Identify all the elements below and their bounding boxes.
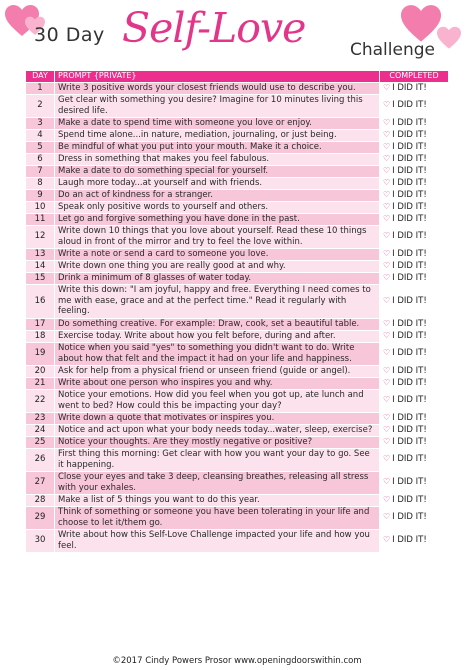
heart-outline-icon: ♡ xyxy=(383,141,391,151)
day-number: 2 xyxy=(26,94,55,117)
prompt-text: Notice your emotions. How did you feel when you got up, ate lunch and went to bed? How could this be impacting your day? xyxy=(55,389,380,412)
completed-checkbox[interactable] xyxy=(380,141,449,153)
heart-outline-icon: ♡ xyxy=(383,231,391,241)
page-header xyxy=(0,0,474,68)
table-row xyxy=(26,389,449,412)
completed-checkbox[interactable] xyxy=(380,165,449,177)
completed-checkbox[interactable] xyxy=(380,471,449,494)
table-row xyxy=(26,153,449,165)
completed-label: I DID IT! xyxy=(392,377,427,388)
prompt-text: Make a date to spend time with someone you love or enjoy. xyxy=(55,117,380,129)
column-header-completed: COMPLETED xyxy=(380,71,449,83)
day-number: 5 xyxy=(26,141,55,153)
completed-checkbox[interactable] xyxy=(380,153,449,165)
day-number: 16 xyxy=(26,284,55,318)
table-row xyxy=(26,342,449,365)
prompt-text: Be mindful of what you put into your mouth. Make it a choice. xyxy=(55,141,380,153)
column-header-day: DAY xyxy=(26,71,55,83)
heart-outline-icon: ♡ xyxy=(383,295,391,305)
heart-outline-icon: ♡ xyxy=(383,177,391,187)
prompt-text: Do something creative. For example: Draw, cook, set a beautiful table. xyxy=(55,318,380,330)
completed-label: I DID IT! xyxy=(392,260,427,271)
table-row xyxy=(26,213,449,225)
heart-outline-icon: ♡ xyxy=(383,412,391,422)
prompt-text: Close your eyes and take 3 deep, cleansing breathes, releasing all stress with your exhales. xyxy=(55,471,380,494)
title-number: 30 Day xyxy=(34,24,105,46)
completed-label: I DID IT! xyxy=(392,295,427,306)
completed-checkbox[interactable] xyxy=(380,129,449,141)
prompt-text: Write about how this Self-Love Challenge impacted your life and how you feel. xyxy=(55,529,380,552)
completed-label: I DID IT! xyxy=(392,201,427,212)
day-number: 26 xyxy=(26,448,55,471)
completed-label: I DID IT! xyxy=(392,141,427,152)
table-row xyxy=(26,272,449,284)
heart-outline-icon: ♡ xyxy=(383,248,391,258)
table-row xyxy=(26,94,449,117)
table-row xyxy=(26,330,449,342)
prompt-text: First thing this morning: Get clear with how you want your day to go. See it happening. xyxy=(55,448,380,471)
heart-outline-icon: ♡ xyxy=(383,424,391,434)
completed-checkbox[interactable] xyxy=(380,412,449,424)
heart-outline-icon: ♡ xyxy=(383,535,391,545)
table-row xyxy=(26,506,449,529)
completed-checkbox[interactable] xyxy=(380,330,449,342)
day-number: 4 xyxy=(26,129,55,141)
completed-checkbox[interactable] xyxy=(380,424,449,436)
heart-outline-icon: ♡ xyxy=(383,377,391,387)
completed-label: I DID IT! xyxy=(392,117,427,128)
heart-icon xyxy=(436,26,462,50)
day-number: 18 xyxy=(26,330,55,342)
table-row xyxy=(26,201,449,213)
day-number: 20 xyxy=(26,365,55,377)
completed-label: I DID IT! xyxy=(392,318,427,329)
completed-checkbox[interactable] xyxy=(380,529,449,552)
heart-outline-icon: ♡ xyxy=(383,82,391,92)
prompt-text: Notice your thoughts. Are they mostly negative or positive? xyxy=(55,436,380,448)
day-number: 21 xyxy=(26,377,55,389)
prompt-text: Do an act of kindness for a stranger. xyxy=(55,189,380,201)
completed-label: I DID IT! xyxy=(392,177,427,188)
table-row xyxy=(26,494,449,506)
completed-checkbox[interactable] xyxy=(380,94,449,117)
heart-outline-icon: ♡ xyxy=(383,318,391,328)
heart-outline-icon: ♡ xyxy=(383,330,391,340)
completed-checkbox[interactable] xyxy=(380,117,449,129)
table-row xyxy=(26,117,449,129)
table-row xyxy=(26,248,449,260)
completed-label: I DID IT! xyxy=(392,494,427,505)
prompt-text: Let go and forgive something you have done in the past. xyxy=(55,213,380,225)
table-row xyxy=(26,436,449,448)
completed-checkbox[interactable] xyxy=(380,318,449,330)
completed-checkbox[interactable] xyxy=(380,201,449,213)
table-row xyxy=(26,318,449,330)
completed-label: I DID IT! xyxy=(392,231,427,242)
table-row xyxy=(26,82,449,94)
completed-checkbox[interactable] xyxy=(380,260,449,272)
table-row xyxy=(26,141,449,153)
day-number: 17 xyxy=(26,318,55,330)
table-row xyxy=(26,260,449,272)
heart-outline-icon: ♡ xyxy=(383,117,391,127)
completed-label: I DID IT! xyxy=(392,153,427,164)
day-number: 6 xyxy=(26,153,55,165)
completed-label: I DID IT! xyxy=(392,477,427,488)
completed-label: I DID IT! xyxy=(392,165,427,176)
table-row xyxy=(26,165,449,177)
completed-checkbox[interactable] xyxy=(380,494,449,506)
prompt-text: Write this down: "I am joyful, happy and free. Everything I need comes to me with ease, grace and at the perfect time." Read it regularly with feeling. xyxy=(55,284,380,318)
completed-checkbox[interactable] xyxy=(380,284,449,318)
prompt-text: Write down 10 things that you love about yourself. Read these 10 things aloud in front of the mirror and try to feel the love within. xyxy=(55,225,380,248)
table-row xyxy=(26,225,449,248)
prompt-text: Write 3 positive words your closest friends would use to describe you. xyxy=(55,82,380,94)
completed-label: I DID IT! xyxy=(392,436,427,447)
day-number: 23 xyxy=(26,412,55,424)
table-row xyxy=(26,177,449,189)
day-number: 19 xyxy=(26,342,55,365)
prompt-text: Dress in something that makes you feel fabulous. xyxy=(55,153,380,165)
prompt-text: Speak only positive words to yourself and others. xyxy=(55,201,380,213)
heart-outline-icon: ♡ xyxy=(383,272,391,282)
day-number: 28 xyxy=(26,494,55,506)
table-row xyxy=(26,448,449,471)
completed-label: I DID IT! xyxy=(392,189,427,200)
completed-label: I DID IT! xyxy=(392,412,427,423)
day-number: 14 xyxy=(26,260,55,272)
completed-checkbox[interactable] xyxy=(380,272,449,284)
completed-label: I DID IT! xyxy=(392,213,427,224)
prompt-text: Spend time alone...in nature, mediation, journaling, or just being. xyxy=(55,129,380,141)
completed-label: I DID IT! xyxy=(392,330,427,341)
table-header-row xyxy=(26,71,449,83)
completed-label: I DID IT! xyxy=(392,395,427,406)
prompt-text: Laugh more today...at yourself and with friends. xyxy=(55,177,380,189)
completed-checkbox[interactable] xyxy=(380,213,449,225)
heart-outline-icon: ♡ xyxy=(383,260,391,270)
heart-outline-icon: ♡ xyxy=(383,201,391,211)
heart-outline-icon: ♡ xyxy=(383,213,391,223)
completed-label: I DID IT! xyxy=(392,272,427,283)
day-number: 12 xyxy=(26,225,55,248)
day-number: 30 xyxy=(26,529,55,552)
completed-label: I DID IT! xyxy=(392,454,427,465)
day-number: 13 xyxy=(26,248,55,260)
table-row xyxy=(26,284,449,318)
prompt-text: Make a date to do something special for yourself. xyxy=(55,165,380,177)
day-number: 10 xyxy=(26,201,55,213)
table-row xyxy=(26,424,449,436)
day-number: 29 xyxy=(26,506,55,529)
day-number: 7 xyxy=(26,165,55,177)
completed-checkbox[interactable] xyxy=(380,248,449,260)
heart-outline-icon: ♡ xyxy=(383,436,391,446)
challenge-table xyxy=(25,70,449,553)
table-row xyxy=(26,529,449,552)
heart-outline-icon: ♡ xyxy=(383,153,391,163)
table-row xyxy=(26,365,449,377)
heart-outline-icon: ♡ xyxy=(383,494,391,504)
table-row xyxy=(26,377,449,389)
completed-checkbox[interactable] xyxy=(380,448,449,471)
completed-checkbox[interactable] xyxy=(380,365,449,377)
heart-outline-icon: ♡ xyxy=(383,165,391,175)
completed-label: I DID IT! xyxy=(392,348,427,359)
heart-outline-icon: ♡ xyxy=(383,395,391,405)
heart-outline-icon: ♡ xyxy=(383,100,391,110)
completed-checkbox[interactable] xyxy=(380,189,449,201)
title-suffix: Challenge xyxy=(350,40,435,60)
prompt-text: Write down a quote that motivates or inspires you. xyxy=(55,412,380,424)
completed-checkbox[interactable] xyxy=(380,389,449,412)
day-number: 3 xyxy=(26,117,55,129)
day-number: 22 xyxy=(26,389,55,412)
day-number: 11 xyxy=(26,213,55,225)
table-row xyxy=(26,412,449,424)
prompt-text: Drink a minimum of 8 glasses of water today. xyxy=(55,272,380,284)
completed-label: I DID IT! xyxy=(392,248,427,259)
prompt-text: Ask for help from a physical friend or unseen friend (guide or angel). xyxy=(55,365,380,377)
title-script: Self-Love xyxy=(122,4,306,52)
completed-label: I DID IT! xyxy=(392,365,427,376)
prompt-text: Get clear with something you desire? Imagine for 10 minutes living this desired life. xyxy=(55,94,380,117)
completed-label: I DID IT! xyxy=(392,129,427,140)
completed-checkbox[interactable] xyxy=(380,177,449,189)
day-number: 15 xyxy=(26,272,55,284)
completed-label: I DID IT! xyxy=(392,535,427,546)
day-number: 8 xyxy=(26,177,55,189)
completed-checkbox[interactable] xyxy=(380,506,449,529)
completed-checkbox[interactable] xyxy=(380,225,449,248)
day-number: 25 xyxy=(26,436,55,448)
completed-checkbox[interactable] xyxy=(380,82,449,94)
prompt-text: Make a list of 5 things you want to do this year. xyxy=(55,494,380,506)
prompt-text: Think of something or someone you have been tolerating in your life and choose to let it/them go. xyxy=(55,506,380,529)
heart-outline-icon: ♡ xyxy=(383,129,391,139)
prompt-text: Write about one person who inspires you and why. xyxy=(55,377,380,389)
heart-outline-icon: ♡ xyxy=(383,512,391,522)
heart-outline-icon: ♡ xyxy=(383,477,391,487)
day-number: 24 xyxy=(26,424,55,436)
prompt-text: Notice when you said "yes" to something you didn't want to do. Write about how that felt and the impact it had on your life and happiness. xyxy=(55,342,380,365)
completed-label: I DID IT! xyxy=(392,512,427,523)
heart-outline-icon: ♡ xyxy=(383,189,391,199)
completed-checkbox[interactable] xyxy=(380,342,449,365)
completed-label: I DID IT! xyxy=(392,424,427,435)
column-header-prompt: PROMPT {PRIVATE} xyxy=(55,71,380,83)
prompt-text: Write down one thing you are really good at and why. xyxy=(55,260,380,272)
table-row xyxy=(26,471,449,494)
day-number: 27 xyxy=(26,471,55,494)
footer-credit: ©2017 Cindy Powers Prosor www.openingdoorswithin.com xyxy=(112,656,362,666)
day-number: 1 xyxy=(26,82,55,94)
heart-outline-icon: ♡ xyxy=(383,348,391,358)
heart-outline-icon: ♡ xyxy=(383,454,391,464)
completed-label: I DID IT! xyxy=(392,100,427,111)
heart-outline-icon: ♡ xyxy=(383,365,391,375)
prompt-text: Write a note or send a card to someone you love. xyxy=(55,248,380,260)
table-row xyxy=(26,129,449,141)
completed-checkbox[interactable] xyxy=(380,377,449,389)
completed-checkbox[interactable] xyxy=(380,436,449,448)
table-row xyxy=(26,189,449,201)
prompt-text: Exercise today. Write about how you felt before, during and after. xyxy=(55,330,380,342)
day-number: 9 xyxy=(26,189,55,201)
completed-label: I DID IT! xyxy=(392,82,427,93)
prompt-text: Notice and act upon what your body needs today...water, sleep, exercise? xyxy=(55,424,380,436)
